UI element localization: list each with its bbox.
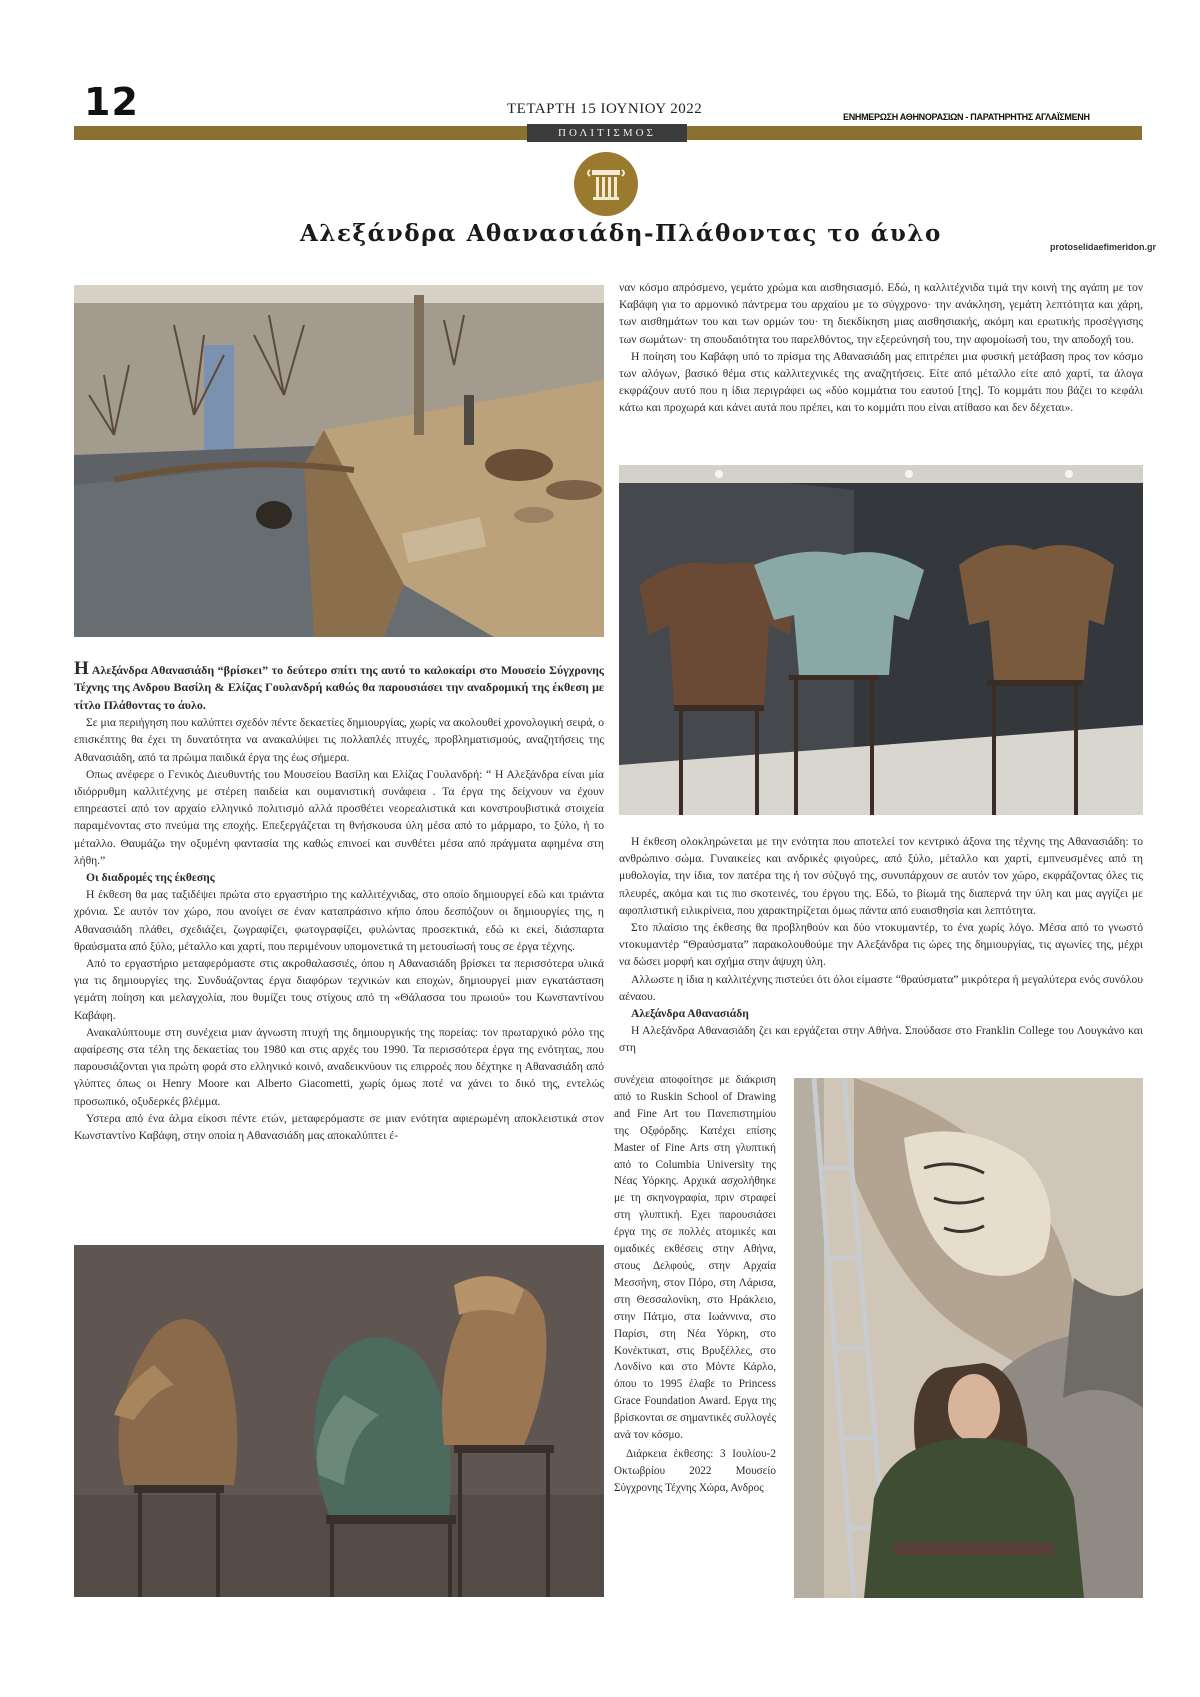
article-lead: Η Αλεξάνδρα Αθανασιάδη “βρίσκει” το δεύτερο σπίτι της αυτό το καλοκαίρι στο Μουσείο Σύγχρονης Τέχνης της Ανδρου Βασίλη & Ελίζας Γουλανδρή καθώς θα παρουσιάσει την αναδρομική της έκθεση με τίτλο Πλάθοντας το άυλο. xyxy=(74,658,604,712)
newspaper-name: ΕΝΗΜΕΡΩΣΗ ΑΘΗΝΟΡΑΣΙΩΝ - ΠΑΡΑΤΗΡΗΤΗΣ ΑΓΛΑΪΣΜΕΝΗ xyxy=(843,112,1090,122)
paragraph: Η έκθεση θα μας ταξιδέψει πρώτα στο εργαστήριο της καλλιτέχνιδας, στο οποίο δημιουργεί εδώ και τριάντα χρόνια. Σε αυτόν τον χώρο, που ανοίγει σε έναν καταπράσινο κήπο όπου δεσπόζουν οι δημιουργίες της, η Αθανασιάδη πλάθει, σχεδιάζει, ζωγραφίζει, φωτογραφίζει, φυλώντας προσεκτικά, εδώ κι εκεί, διάσπαρτα θραύσματα από ξύλο, μέταλλο και χαρτί, που περιμένουν υπομονετικά τη μετουσίωσή τους σε έργα τέχνης. xyxy=(74,888,604,953)
paragraph: Η ποίηση του Καβάφη υπό το πρίσμα της Αθανασιάδη μας επιτρέπει μια φυσική μετάβαση προς τον κόσμο των αλόγων, βασικό θέμα στις καλλιτεχνικές της αναζητήσεις. Είτε από μέταλλο είτε από χαρτί, τα άλογα εκφράζουν αυτό που η ίδια περιγράφει ως «δύο κομμάτια του εαυτού [της]. Το κομμάτι που βάζει το κεφάλι κάτω και προχωρά και κάνει αυτά που πρέπει, και το κομμάτι που είναι ατίθασο και δεν δέχεται». xyxy=(619,349,1143,415)
section-label: ΠΟΛΙΤΙΣΜΟΣ xyxy=(527,124,687,142)
horse-heads-photo xyxy=(74,1245,604,1597)
bio-text: συνέχεια αποφοίτησε με διάκριση από το Ruskin School of Drawing and Fine Art του Πανεπιστημίου της Οξφόρδης. Κατέχει επίσης Master of Fine Arts στη γλυπτική από το Columbia University της Νέας Υόρκης. Αρχικά ασχολήθηκε με τη σκηνογραφία, πριν στραφεί στη γλυπτική. Εχει παρουσιάσει έργα της σε πολλές ατομικές και ομαδικές εκθέσεις στην Αθήνα, στους Δελφούς, στην Αρχαία Μεσσήνη, στον Πόρο, στη Λάρισα, στη Θεσσαλονίκη, στο Ηράκλειο, στην Πάτμο, στα Ιωάννινα, στο Παρίσι, στη Νέα Υόρκη, στο Κονέκτικατ, στις Βρυξέλλες, στο Λονδίνο και στο Μόντε Κάρλο, όπου το 1995 έλαβε το Princess Grace Foundation Award. Εργα της βρίσκονται σε σημαντικές συλλογές ανά τον κόσμο. xyxy=(614,1074,776,1442)
sculpted-torsos-photo xyxy=(619,465,1143,815)
artist-portrait-photo xyxy=(794,1078,1143,1598)
left-text-column xyxy=(74,660,604,1144)
subhead-routes: Οι διαδρομές της έκθεσης xyxy=(86,871,215,885)
subhead-biography: Αλεξάνδρα Αθανασιάδη xyxy=(631,1007,749,1021)
right-middle-text xyxy=(619,833,1143,1057)
paragraph: ναν κόσμο απρόσμενο, γεμάτο χρώμα και αισθησιασμό. Εδώ, η καλλιτέχνιδα τιμά την κοινή της αγάπη με τον Καβάφη για το αρμονικό πάντρεμα του αρχαίου με το σύγχρονο· την ανάκληση, γεμάτη λεπτότητα και χάρη, των αισθημάτων του και των ορμών του· τη διεκδίκηση μιας αισθησιακής, ακόμη και ερωτικής προσέγγισης των σωμάτων· τη σπουδαιότητα του παρελθόντος, την εξερεύνησή του, την αφομοίωσή του, την αποδοχή του. xyxy=(619,281,1143,346)
lead-dropcap: Η xyxy=(74,658,89,679)
paragraph: Η Αλεξάνδρα Αθανασιάδη ζει και εργάζεται στην Αθήνα. Σπούδασε στο Franklin College του Λουγκάνο και στη xyxy=(619,1024,1143,1055)
exhibition-duration: Διάρκεια έκθεσης: 3 Ιουλίου-2 Οκτωβρίου 2022 Μουσείο Σύγχρονης Τέχνης Χώρα, Ανδρος xyxy=(614,1447,776,1494)
paragraph: Στο πλαίσιο της έκθεσης θα προβληθούν και δύο ντοκυμαντέρ, το ένα χωρίς λόγο. Μέσα από το γνωστό ντοκυμαντέρ “Θραύσματα” παρακολουθούμε την Αλεξάνδρα τις ώρες της δημιουργίας, τις αγωνίες της, μέχρι να δώσει μορφή και σχήμα στην άψυχη ύλη. xyxy=(619,921,1143,969)
issue-date: ΤΕΤΑΡΤΗ 15 ΙΟΥΝΙΟΥ 2022 xyxy=(507,101,703,117)
gallery-installation-photo xyxy=(74,285,604,637)
paragraph: Οπως ανέφερε ο Γενικός Διευθυντής του Μουσείου Βασίλη και Ελίζας Γουλανδρή: “ Η Αλεξάνδρα είναι μία ιδιόρρυθμη καλλιτέχνης με στέρεη παιδεία και ουμανιστική συνάφεια . Τα έργα της δείχνουν να έχουν επηρεαστεί από τον αρχαίο ελληνικό πολιτισμό αλλά προσθέτει νεορεαλιστικά και κονστρουβιστικά στοιχεία παραμένοντας στο πνεύμα της εποχής. Επεξεργάζεται τη θνήσκουσα ύλη μέσα από το μάρμαρο, το ξύλο, ή το μέταλλο. Θαυμάζω την οξυμένη φαντασία της καθώς επινοεί και συνθέτει μέσα από πράγματα αφημένα στη λήθη.” xyxy=(74,767,604,867)
column-logo-icon xyxy=(574,152,638,216)
paragraph: Η έκθεση ολοκληρώνεται με την ενότητα που αποτελεί τον κεντρικό άξονα της τέχνης της Αθανασιάδη: το ανθρώπινο σώμα. Γυναικείες και ανδρικές φιγούρες, από ξύλο, μέταλλο και χαρτί, εμπνευσμένες από τη μυθολογία, την ίδια, τον πατέρα της ή τον σύζυγό της, συνυπάρχουν σε αυτόν τον χώρο, εκφράζοντας όλες τις πλευρές, ακόμα και τις πιο σκοτεινές, του έργου της. Εδώ, το βίωμά της διαπερνά την ύλη και μας αγγίζει με αφοπλιστική ειλικρίνεια, που χαρακτηρίζεται όμως πάντα από ευαισθησία και λεπτότητα. xyxy=(619,835,1143,917)
paragraph: Υστερα από ένα άλμα είκοσι πέντε ετών, μεταφερόμαστε σε μιαν ενότητα αφιερωμένη αποκλειστικά στον Κωνσταντίνο Καβάφη, στην οποία η Αθανασιάδη μας αποκαλύπτει έ- xyxy=(74,1111,604,1143)
article-title: Αλεξάνδρα Αθανασιάδη-Πλάθοντας το άυλο xyxy=(300,220,942,247)
paragraph: Από το εργαστήριο μεταφερόμαστε στις ακροθαλασσιές, όπου η Αθανασιάδη βρίσκει τα περισσότερα υλικά για τις δημιουργίες της. Συνδυάζοντας έργα διαφόρων τεχνικών και εποχών, δημιουργεί μιαν εγκατάσταση γεμάτη ποίηση και μελαγχολία, που θυμίζει τους στίχους από τη «Θάλασσα του πρωιού» του Κωνσταντίνου Καβάφη. xyxy=(74,957,604,1022)
paragraph: Ανακαλύπτουμε στη συνέχεια μιαν άγνωστη πτυχή της δημιουργικής της πορείας: τον πρωταρχικό ρόλο της αφαίρεσης στα τέλη της δεκαετίας του 1980 και στις αρχές του 1990. Τα περισσότερα έργα της ενότητας, που παρουσιάζονται για πρώτη φορά στο ελληνικό κοινό, αναδεικνύουν τις επιρροές που δέχτηκε η Αθανασιάδη από γλύπτες όπως οι Henry Moore και Alberto Giacometti, χωρίς όμως ποτέ να χάνει το δικό της, εντελώς προσωπικό, οξυδερκές βλέμμα. xyxy=(74,1025,604,1108)
page-number: 12 xyxy=(84,80,139,124)
source-watermark: protoselidaefimeridon.gr xyxy=(1050,242,1157,252)
paragraph: Αλλωστε η ίδια η καλλιτέχνης πιστεύει ότι όλοι είμαστε “θραύσματα” μικρότερα ή μεγαλύτερα ενός συνόλου αέναου. xyxy=(619,972,1143,1003)
bio-column xyxy=(614,1072,776,1497)
right-top-text xyxy=(619,279,1143,417)
paragraph: Σε μια περιήγηση που καλύπτει σχεδόν πέντε δεκαετίες δημιουργίας, χωρίς να ακολουθεί χρονολογική σειρά, ο επισκέπτης θα έχει τη δυνατότητα να ανακαλύψει τις πολλαπλές πτυχές, προβληματισμούς, αναζητήσεις της Αθανασιάδη, από τα πρώιμα παιδικά έργα της έως σήμερα. xyxy=(74,716,604,764)
